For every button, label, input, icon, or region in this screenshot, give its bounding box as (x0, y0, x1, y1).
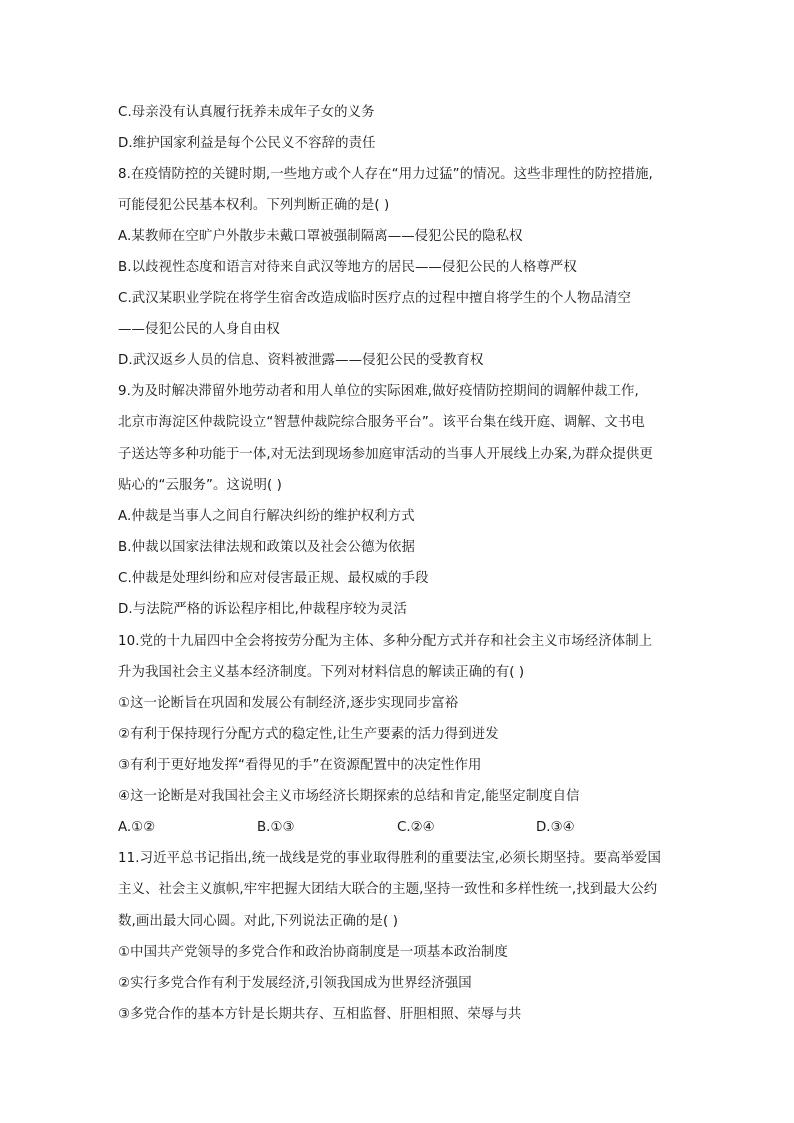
q10-statement-2: ②有利于保持现行分配方式的稳定性,让生产要素的活力得到迸发 (118, 727, 499, 742)
q9-option-d: D.与法院严格的诉讼程序相比,仲裁程序较为灵活 (118, 602, 407, 617)
q10-option-a: A.①② (118, 820, 156, 835)
q11-stem-line-3: 数,画出最大同心圆。对此,下列说法正确的是( ) (118, 914, 399, 929)
q10-options-row (118, 819, 688, 837)
q8-stem-line-2: 可能侵犯公民基本权利。下列判断正确的是( ) (118, 198, 390, 213)
q10-option-c: C.②④ (397, 820, 435, 835)
q11-statement-2: ②实行多党合作有利于发展经济,引领我国成为世界经济强国 (118, 976, 472, 991)
q10-option-d: D.③④ (536, 820, 575, 835)
q9-stem-line-1: 9.为及时解决滞留外地劳动者和用人单位的实际困难,做好疫情防控期间的调解仲裁工作, (118, 384, 639, 399)
q9-option-c: C.仲裁是处理纠纷和应对侵害最正规、最权威的手段 (118, 571, 429, 586)
q10-statement-3: ③有利于更好地发挥“看得见的手”在资源配置中的决定性作用 (118, 758, 482, 773)
q11-statement-3: ③多党合作的基本方针是长期共存、互相监督、肝胆相照、荣辱与共 (118, 1007, 522, 1022)
q10-statement-1: ①这一论断旨在巩固和发展公有制经济,逐步实现同步富裕 (118, 696, 459, 711)
q10-stem-line-1: 10.党的十九届四中全会将按劳分配为主体、多种分配方式并存和社会主义市场经济体制上 (118, 634, 653, 649)
q11-stem-line-2: 主义、社会主义旗帜,牢牢把握大团结大联合的主题,坚持一致性和多样性统一,找到最大公约 (118, 882, 658, 897)
q10-statement-4: ④这一论断是对我国社会主义市场经济长期探索的总结和肯定,能坚定制度自信 (118, 789, 580, 804)
q8-option-b: B.以歧视性态度和语言对待来自武汉等地方的居民——侵犯公民的人格尊严权 (118, 260, 577, 275)
q9-stem-line-2: 北京市海淀区仲裁院设立“智慧仲裁院综合服务平台”。该平台集在线开庭、调解、文书电 (118, 415, 645, 430)
q9-option-a: A.仲裁是当事人之间自行解决纠纷的维护权利方式 (118, 509, 415, 524)
q8-stem-line-1: 8.在疫情防控的关键时期,一些地方或个人存在“用力过猛”的情况。这些非理性的防控措施, (118, 167, 653, 182)
q7-option-d: D.维护国家利益是每个公民义不容辞的责任 (118, 136, 376, 151)
q8-option-c-line-2: ——侵犯公民的人身自由权 (118, 322, 280, 337)
q9-option-b: B.仲裁以国家法律法规和政策以及社会公德为依据 (118, 540, 415, 555)
q8-option-c-line-1: C.武汉某职业学院在将学生宿舍改造成临时医疗点的过程中擅自将学生的个人物品清空 (118, 291, 631, 306)
q10-stem-line-2: 升为我国社会主义基本经济制度。下列对材料信息的解读正确的有( ) (118, 665, 525, 680)
q8-option-a: A.某教师在空旷户外散步未戴口罩被强制隔离——侵犯公民的隐私权 (118, 229, 523, 244)
q7-option-c: C.母亲没有认真履行抚养未成年子女的义务 (118, 105, 375, 120)
q11-statement-1: ①中国共产党领导的多党合作和政治协商制度是一项基本政治制度 (118, 945, 508, 960)
q11-stem-line-1: 11.习近平总书记指出,统一战线是党的事业取得胜利的重要法宝,必须长期坚持。要高举爱国 (118, 851, 661, 866)
q10-option-b: B.①③ (257, 820, 295, 835)
q9-stem-line-4: 贴心的“云服务”。这说明( ) (118, 478, 282, 493)
q8-option-d: D.武汉返乡人员的信息、资料被泄露——侵犯公民的受教育权 (118, 353, 484, 368)
q9-stem-line-3: 子送达等多种功能于一体,对无法到现场参加庭审活动的当事人开展线上办案,为群众提供更 (118, 447, 653, 462)
